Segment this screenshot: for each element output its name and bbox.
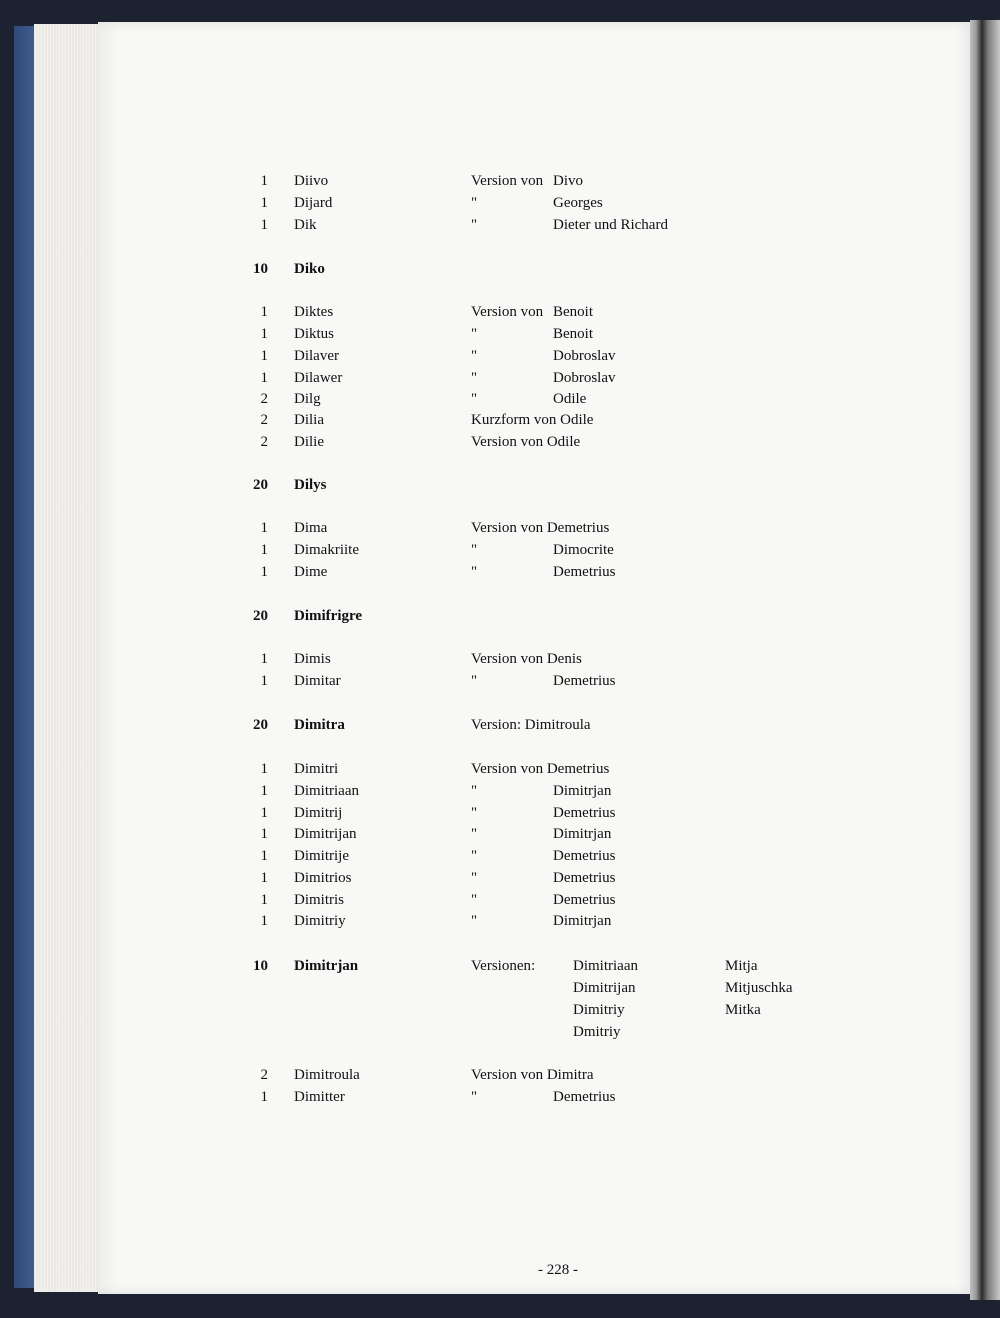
- entry-count: 1: [260, 564, 268, 580]
- entry-name: Dimitrijan: [294, 826, 357, 842]
- description-target: Benoit: [553, 304, 593, 320]
- entry-description: Kurzform von Odile: [471, 412, 594, 428]
- description-label: Version von: [471, 173, 544, 189]
- entry-name: Dimitriy: [294, 913, 346, 929]
- description-target: Demetrius: [553, 673, 616, 689]
- entry-count: 20: [253, 717, 268, 733]
- entry-description: Version von Denis: [471, 651, 582, 667]
- version-item: Mitka: [725, 1002, 761, 1018]
- entry-count: 1: [260, 520, 268, 536]
- page-number: - 228 -: [538, 1262, 578, 1278]
- description-target: Dieter und Richard: [553, 217, 668, 233]
- entry-name: Dilg: [294, 391, 321, 407]
- entry-description: Version von Demetrius: [471, 761, 610, 777]
- entry-name: Dime: [294, 564, 328, 580]
- entry-count: 20: [253, 477, 268, 493]
- heading-entry: [0, 714, 1000, 736]
- description-label: ": [471, 391, 478, 407]
- entry-name: Dimitter: [294, 1089, 345, 1105]
- entry-name: Dimitris: [294, 892, 345, 908]
- entry-name: Dimitriaan: [294, 783, 359, 799]
- entry-name: Dimis: [294, 651, 331, 667]
- description-target: Georges: [553, 195, 603, 211]
- entry-count: 1: [260, 195, 268, 211]
- entry-count: 1: [260, 805, 268, 821]
- description-target: Demetrius: [553, 870, 616, 886]
- heading-entry: [0, 955, 1000, 1040]
- description-target: Divo: [553, 173, 583, 189]
- name-entry: [0, 409, 1000, 431]
- entry-name: Dilys: [294, 477, 327, 493]
- description-label: ": [471, 564, 478, 580]
- version-item: Dimitriy: [573, 1002, 625, 1018]
- entry-name: Dimitri: [294, 761, 339, 777]
- description-label: ": [471, 892, 478, 908]
- description-label: ": [471, 370, 478, 386]
- entry-name: Dimifrigre: [294, 608, 363, 624]
- entry-count: 1: [260, 848, 268, 864]
- entry-count: 20: [253, 608, 268, 624]
- heading-entry: [0, 605, 1000, 627]
- name-entry: [0, 561, 1000, 583]
- heading-entry: [0, 258, 1000, 280]
- entry-count: 1: [260, 326, 268, 342]
- description-target: Dobroslav: [553, 348, 616, 364]
- entry-count: 2: [260, 434, 268, 450]
- description-target: Demetrius: [553, 564, 616, 580]
- entry-name: Dimakriite: [294, 542, 359, 558]
- name-entry: [0, 1086, 1000, 1108]
- entry-count: 1: [260, 913, 268, 929]
- entry-count: 1: [260, 304, 268, 320]
- description-target: Demetrius: [553, 848, 616, 864]
- entry-name: Dilawer: [294, 370, 343, 386]
- name-entry: [0, 910, 1000, 932]
- name-entry: [0, 192, 1000, 214]
- entry-count: 1: [260, 651, 268, 667]
- entry-name: Dimitrij: [294, 805, 343, 821]
- name-entry: [0, 889, 1000, 911]
- name-entry: [0, 867, 1000, 889]
- description-target: Dobroslav: [553, 370, 616, 386]
- entry-name: Dimitroula: [294, 1067, 360, 1083]
- entry-count: 1: [260, 173, 268, 189]
- entry-name: Dimitrije: [294, 848, 349, 864]
- entry-name: Dimitar: [294, 673, 341, 689]
- version-item: Dmitriy: [573, 1024, 621, 1040]
- description-target: Demetrius: [553, 1089, 616, 1105]
- description-target: Dimocrite: [553, 542, 614, 558]
- name-entry: [0, 1064, 1000, 1086]
- entry-name: Dimitra: [294, 717, 345, 733]
- description-label: Version von: [471, 304, 544, 320]
- name-entry: [0, 170, 1000, 192]
- entry-name: Diktus: [294, 326, 335, 342]
- description-label: ": [471, 870, 478, 886]
- entry-name: Diko: [294, 261, 325, 277]
- entry-description: Version von Demetrius: [471, 520, 610, 536]
- name-entry: [0, 648, 1000, 670]
- description-label: ": [471, 542, 478, 558]
- entry-count: 1: [260, 892, 268, 908]
- entry-count: 1: [260, 826, 268, 842]
- name-entry: [0, 388, 1000, 410]
- entry-name: Dimitrios: [294, 870, 352, 886]
- name-entry: [0, 845, 1000, 867]
- entry-count: 10: [253, 958, 268, 974]
- name-entry: [0, 539, 1000, 561]
- entry-count: 1: [260, 348, 268, 364]
- description-target: Dimitrjan: [553, 826, 612, 842]
- versions-label: Versionen:: [471, 958, 536, 974]
- entry-count: 1: [260, 870, 268, 886]
- entry-count: 1: [260, 542, 268, 558]
- version-item: Dimitrijan: [573, 980, 636, 996]
- description-label: ": [471, 783, 478, 799]
- description-label: ": [471, 348, 478, 364]
- entry-count: 2: [260, 412, 268, 428]
- description-label: ": [471, 826, 478, 842]
- name-entry: [0, 823, 1000, 845]
- name-entry: [0, 214, 1000, 236]
- name-entry: [0, 758, 1000, 780]
- name-entry: [0, 367, 1000, 389]
- name-entry: [0, 323, 1000, 345]
- description-target: Demetrius: [553, 892, 616, 908]
- entry-name: Diktes: [294, 304, 334, 320]
- name-entry: [0, 802, 1000, 824]
- description-label: ": [471, 326, 478, 342]
- entry-name: Dijard: [294, 195, 333, 211]
- entry-name: Dilie: [294, 434, 324, 450]
- description-label: ": [471, 673, 478, 689]
- entry-name: Dik: [294, 217, 317, 233]
- heading-entry: [0, 474, 1000, 496]
- version-item: Mitjuschka: [725, 980, 793, 996]
- name-entry: [0, 670, 1000, 692]
- name-entry: [0, 301, 1000, 323]
- entry-description: Version von Odile: [471, 434, 581, 450]
- entry-name: Dima: [294, 520, 328, 536]
- name-entry: [0, 345, 1000, 367]
- entry-name: Diivo: [294, 173, 329, 189]
- entry-count: 1: [260, 217, 268, 233]
- description-label: ": [471, 848, 478, 864]
- description-target: Benoit: [553, 326, 593, 342]
- entry-description: Version: Dimitroula: [471, 717, 591, 733]
- name-entry: [0, 780, 1000, 802]
- entry-name: Dilia: [294, 412, 324, 428]
- entry-count: 1: [260, 1089, 268, 1105]
- description-target: Dimitrjan: [553, 913, 612, 929]
- description-label: ": [471, 217, 478, 233]
- description-label: ": [471, 805, 478, 821]
- description-target: Odile: [553, 391, 587, 407]
- description-target: Dimitrjan: [553, 783, 612, 799]
- entry-count: 2: [260, 391, 268, 407]
- description-label: ": [471, 1089, 478, 1105]
- entry-count: 1: [260, 783, 268, 799]
- description-label: ": [471, 913, 478, 929]
- entry-count: 1: [260, 673, 268, 689]
- entry-name: Dilaver: [294, 348, 339, 364]
- entry-description: Version von Dimitra: [471, 1067, 594, 1083]
- version-item: Mitja: [725, 958, 758, 974]
- entry-count: 1: [260, 761, 268, 777]
- entry-name: Dimitrjan: [294, 958, 359, 974]
- description-label: ": [471, 195, 478, 211]
- description-target: Demetrius: [553, 805, 616, 821]
- entry-count: 10: [253, 261, 268, 277]
- name-entry: [0, 517, 1000, 539]
- entry-count: 2: [260, 1067, 268, 1083]
- name-entry: [0, 431, 1000, 453]
- entry-count: 1: [260, 370, 268, 386]
- version-item: Dimitriaan: [573, 958, 638, 974]
